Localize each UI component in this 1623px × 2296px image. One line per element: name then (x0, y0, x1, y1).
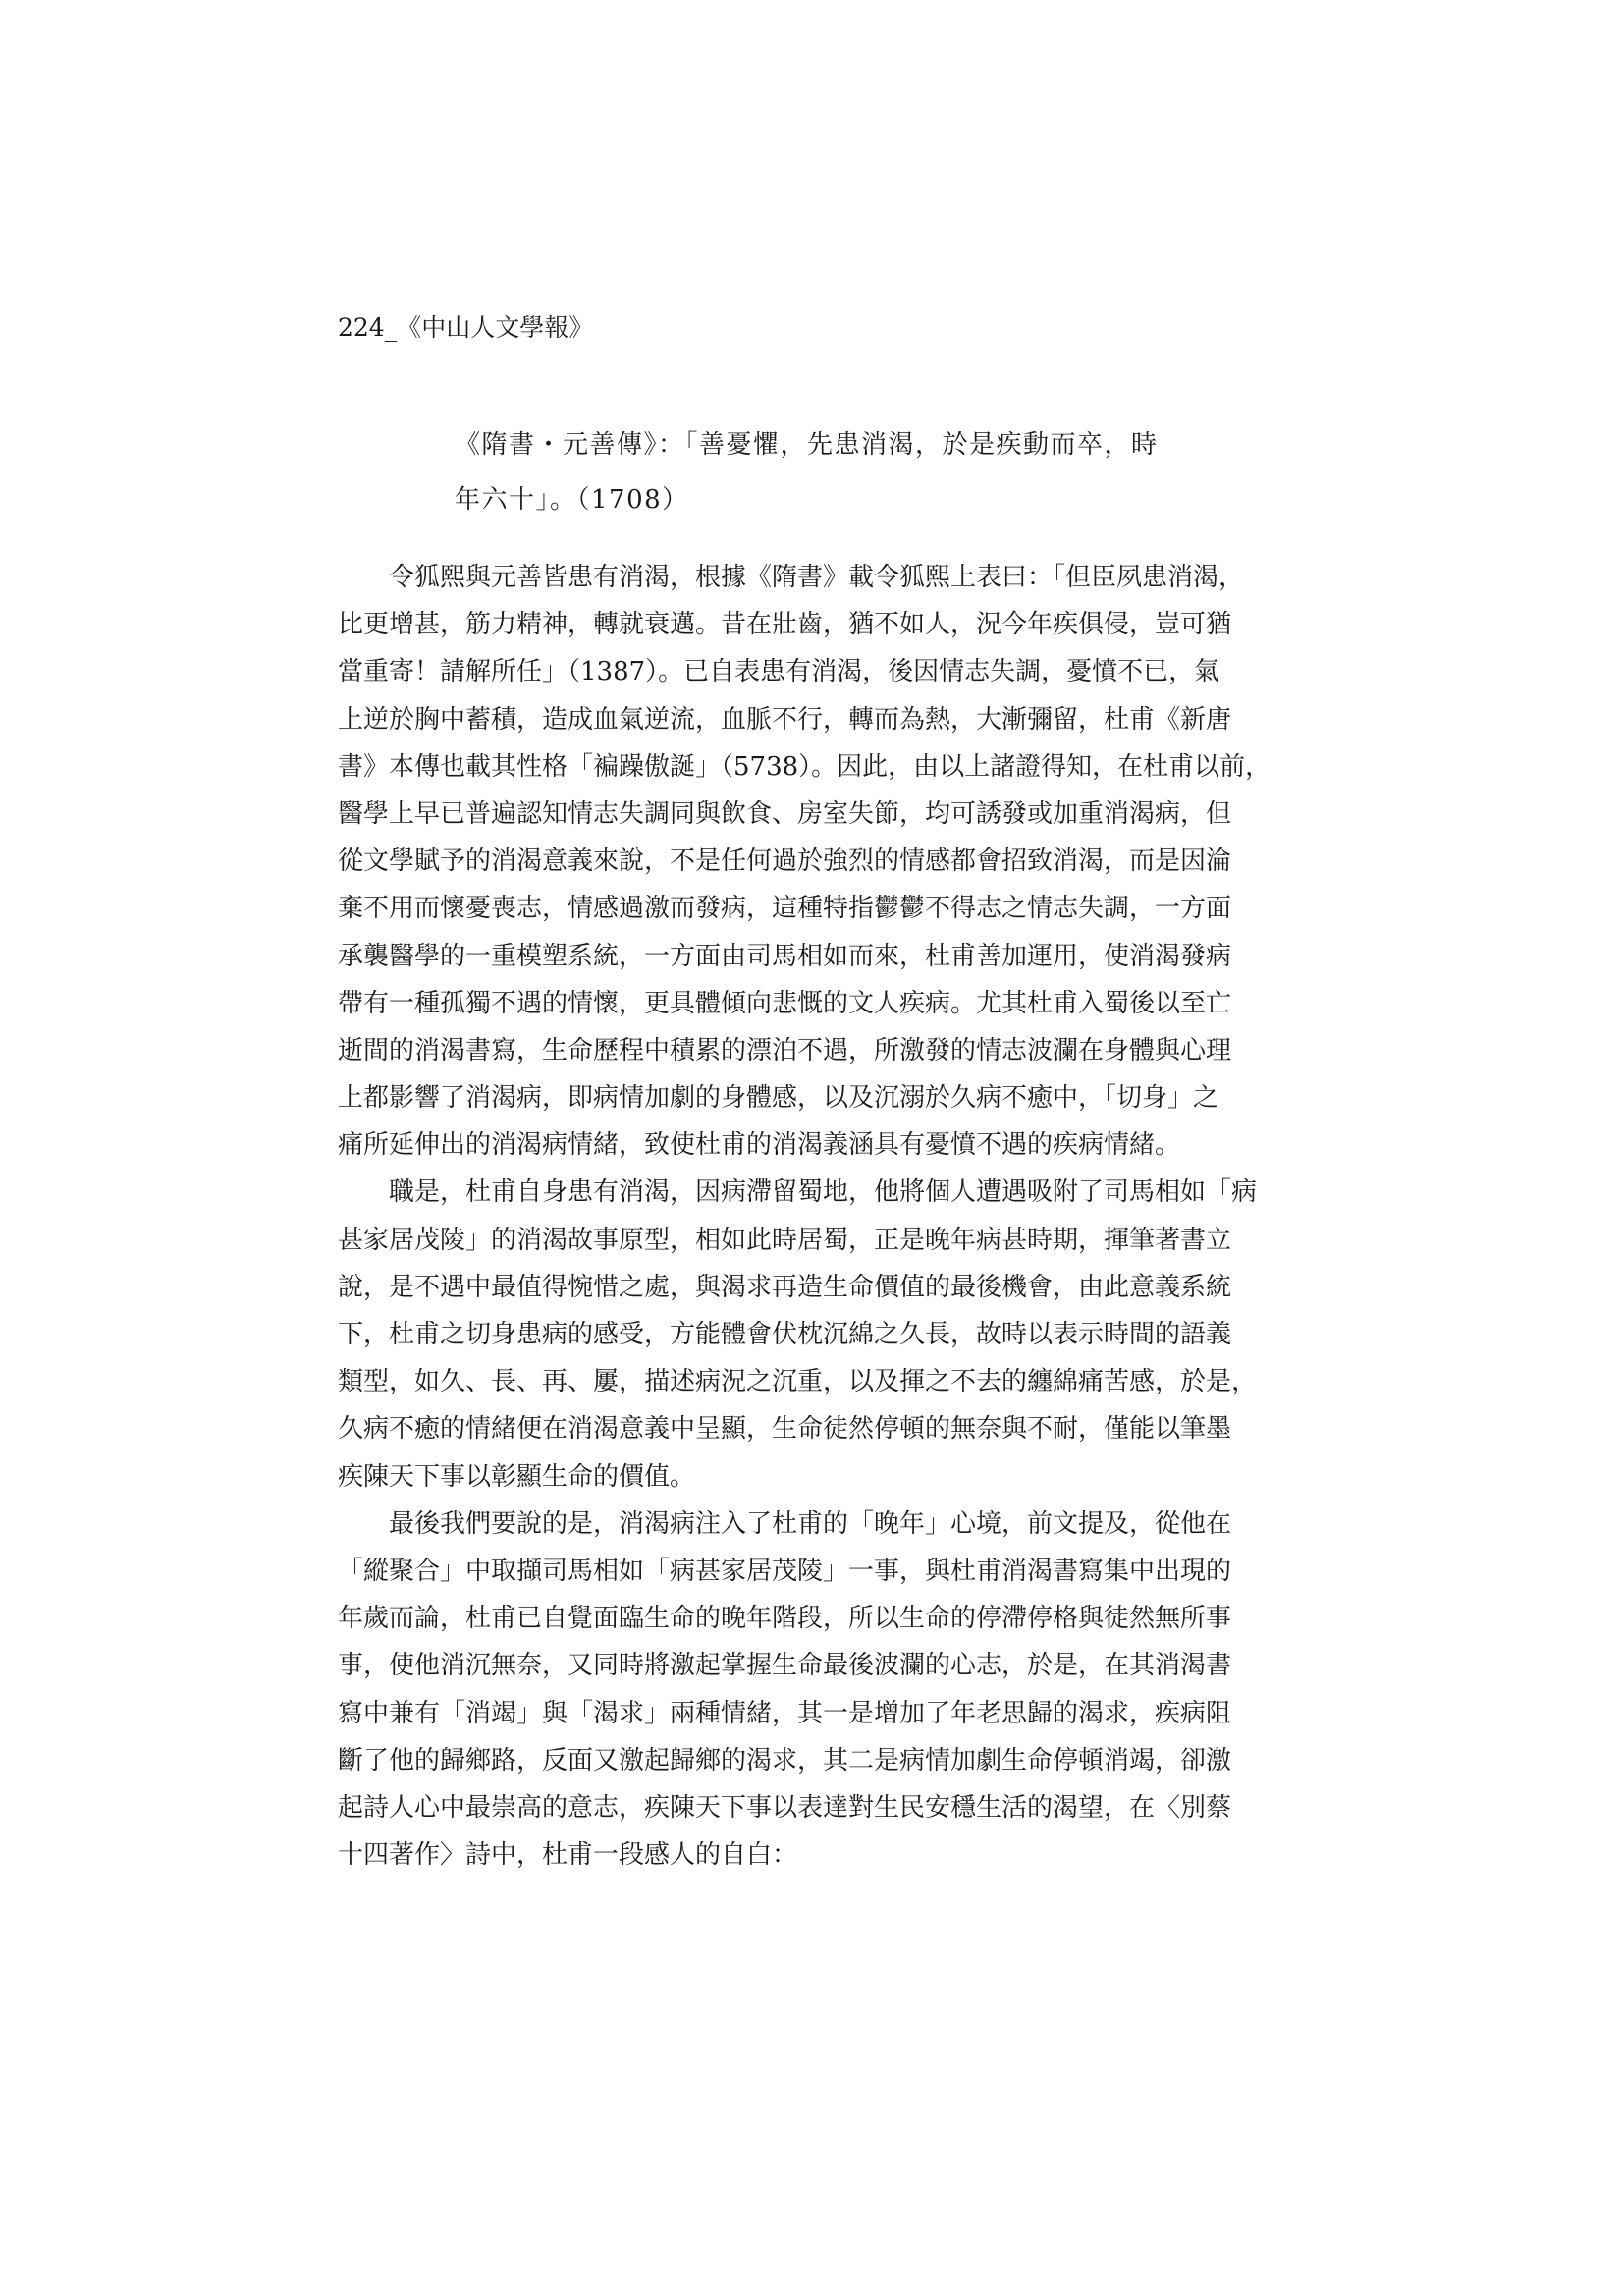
body-line: 年歲而論，杜甫已自覺面臨生命的晚年階段，所以生命的停滯停格與徒然無所事 (338, 1604, 1232, 1634)
body-line: 上逆於胸中蓄積，造成血氣逆流，血脈不行，轉而為熱，大漸彌留，杜甫《新唐 (338, 704, 1232, 735)
running-header: 224_《中山人文學報》 (338, 313, 594, 342)
body-line: 說，是不遇中最值得惋惜之處，與渴求再造生命價值的最後機會，由此意義系統 (338, 1272, 1232, 1302)
body-line: 棄不用而懷憂喪志，情感過激而發病，這種特指鬱鬱不得志之情志失調，一方面 (338, 894, 1232, 924)
body-line: 類型，如久、長、再、屢，描述病況之沉重，以及揮之不去的纏綿痛苦感，於是， (338, 1367, 1258, 1397)
body-line: 斷了他的歸鄉路，反面又激起歸鄉的渴求，其二是病情加劇生命停頓消竭，卻激 (338, 1745, 1232, 1776)
body-line: 起詩人心中最崇高的意志，疾陳天下事以表達對生民安穩生活的渴望，在〈別蔡 (338, 1792, 1232, 1823)
body-line: 疾陳天下事以彰顯生命的價值。 (338, 1461, 696, 1492)
body-line: 帶有一種孤獨不遇的情懷，更具體傾向悲慨的文人疾病。尤其杜甫入蜀後以至亡 (338, 988, 1232, 1018)
block-quote (455, 417, 1159, 527)
body-text (338, 554, 1285, 1879)
body-line: 「縱聚合」中取擷司馬相如「病甚家居茂陵」一事，與杜甫消渴書寫集中出現的 (338, 1556, 1232, 1586)
body-line: 痛所延伸出的消渴病情緒，致使杜甫的消渴義涵具有憂憤不遇的疾病情緒。 (338, 1130, 1181, 1161)
body-line: 比更增甚，筋力精神，轉就衰邁。昔在壯齒，猶不如人，況今年疾俱侵，豈可猶 (338, 610, 1232, 640)
body-line: 職是，杜甫自身患有消渴，因病滯留蜀地，他將個人遭遇吸附了司馬相如「病 (338, 1177, 1258, 1208)
body-line: 寫中兼有「消竭」與「渴求」兩種情緒，其一是增加了年老思歸的渴求，疾病阻 (338, 1698, 1232, 1728)
body-line: 書》本傳也載其性格「褊躁傲誕」（5738）。因此，由以上諸證得知，在杜甫以前， (338, 751, 1271, 782)
body-line: 逝間的消渴書寫，生命歷程中積累的漂泊不遇，所激發的情志波瀾在身體與心理 (338, 1035, 1232, 1066)
body-line: 事，使他消沉無奈，又同時將激起掌握生命最後波瀾的心志，於是，在其消渴書 (338, 1651, 1232, 1681)
quote-line: 年六十」。（1708） (455, 485, 689, 515)
body-line: 最後我們要說的是，消渴病注入了杜甫的「晚年」心境，前文提及，從他在 (338, 1508, 1232, 1539)
body-line: 久病不癒的情緒便在消渴意義中呈顯，生命徒然停頓的無奈與不耐，僅能以筆墨 (338, 1414, 1232, 1445)
body-line: 下，杜甫之切身患病的感受，方能體會伏枕沉綿之久長，故時以表示時間的語義 (338, 1320, 1232, 1349)
body-line: 令狐熙與元善皆患有消渴，根據《隋書》載令狐熙上表曰：「但臣夙患消渴， (338, 563, 1245, 592)
body-line: 從文學賦予的消渴意義來說，不是任何過於強烈的情感都會招致消渴，而是因淪 (338, 847, 1232, 877)
body-line: 十四著作〉詩中，杜甫一段感人的自白： (338, 1840, 798, 1871)
body-line: 當重寄！請解所任」（1387）。已自表患有消渴，後因情志失調，憂憤不已，氣 (338, 657, 1220, 687)
body-line: 醫學上早已普遍認知情志失調同與飲食、房室失節，均可誘發或加重消渴病，但 (338, 798, 1232, 829)
body-line: 甚家居茂陵」的消渴故事原型，相如此時居蜀，正是晚年病甚時期，揮筆著書立 (338, 1225, 1232, 1255)
body-line: 上都影響了消渴病，即病情加劇的身體感，以及沉溺於久病不癒中，「切身」之 (338, 1083, 1219, 1114)
quote-line: 《隋書・元善傳》：「善憂懼，先患消渴，於是疾動而卒，時 (455, 430, 1159, 460)
body-line: 承襲醫學的一重模塑系統，一方面由司馬相如而來，杜甫善加運用，使消渴發病 (338, 941, 1232, 971)
